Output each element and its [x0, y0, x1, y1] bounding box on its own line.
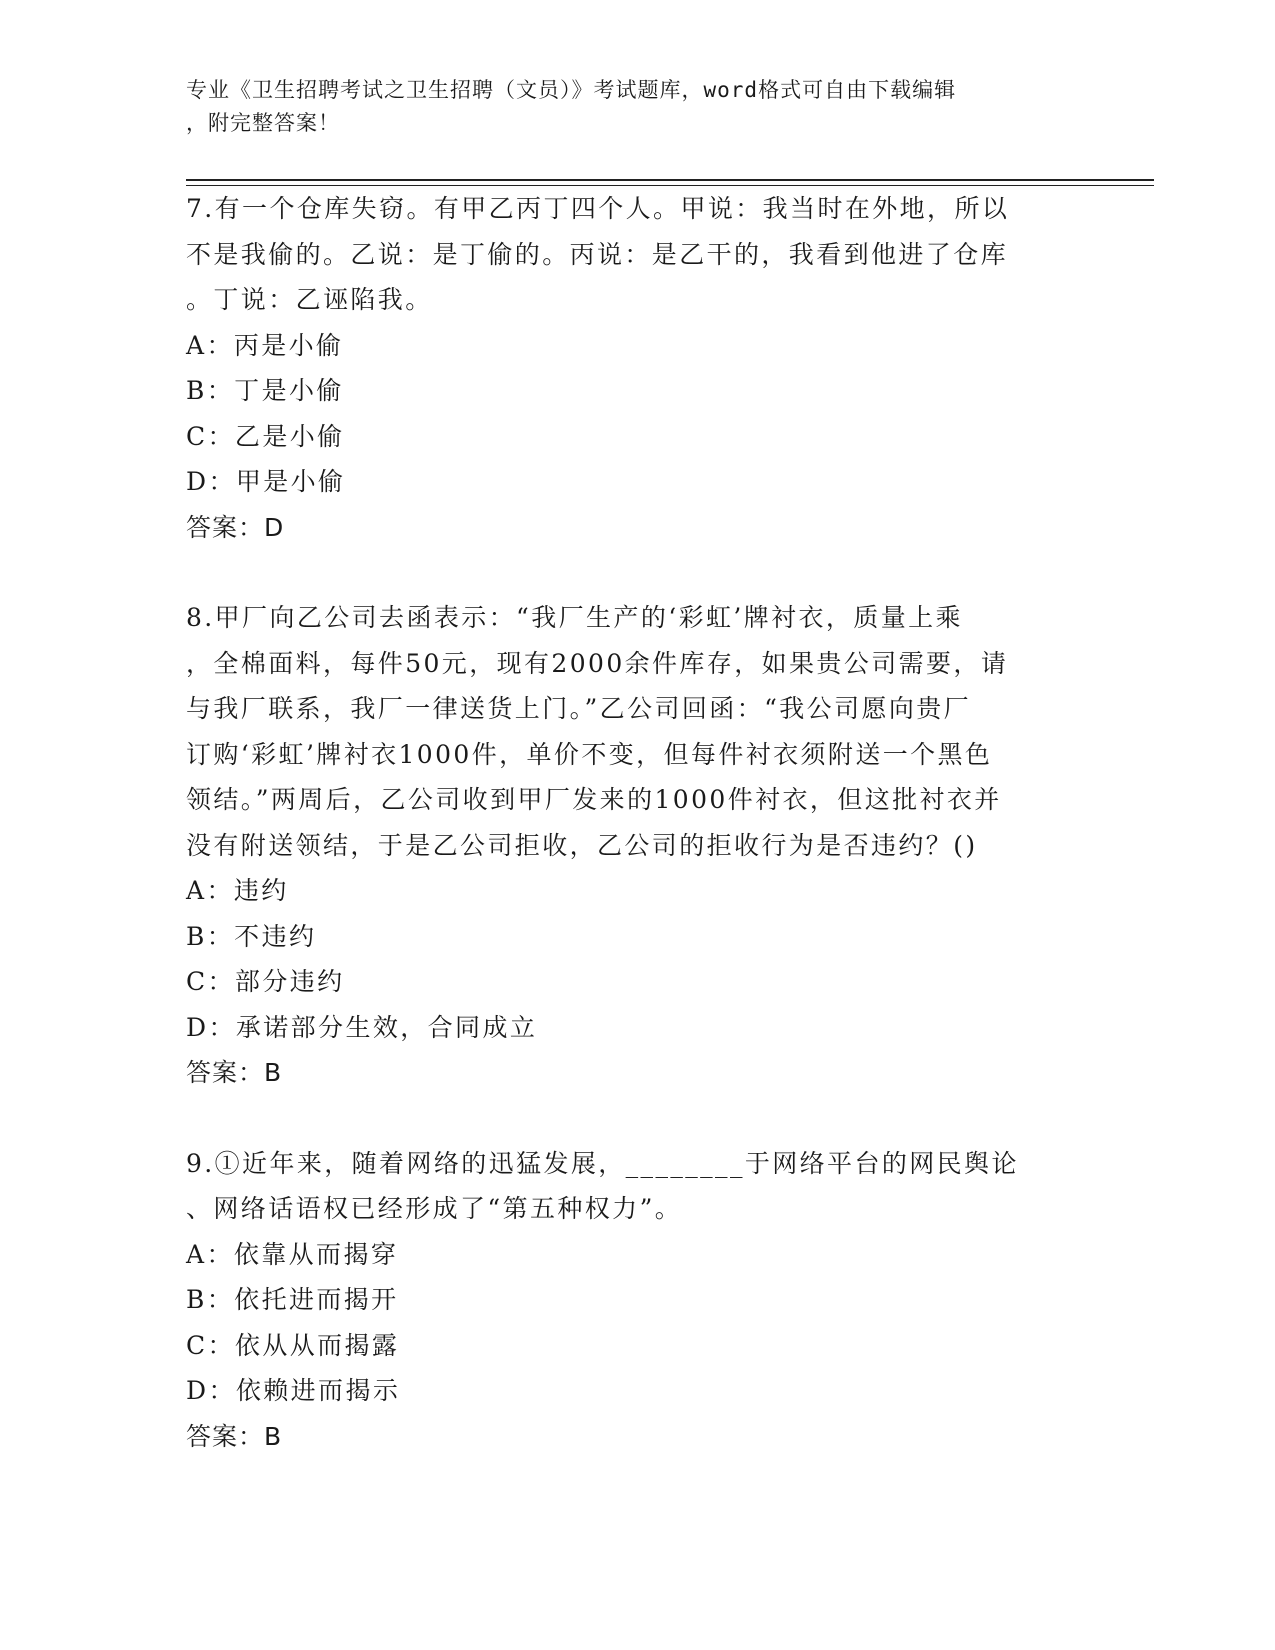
question-list — [186, 186, 1086, 1459]
stem-line: 8.甲厂向乙公司去函表示：“我厂生产的‘彩虹’牌衬衣，质量上乘 — [186, 603, 963, 632]
option-a: A：违约 — [186, 876, 289, 905]
stem-line: 、网络话语权已经形成了“第五种权力”。 — [186, 1194, 683, 1223]
option-c: C：乙是小偷 — [186, 421, 345, 451]
spacer — [186, 550, 1086, 595]
option-c: C：依从从而揭露 — [186, 1330, 400, 1360]
question-item — [186, 595, 1086, 1096]
stem-line: 9.①近年来，随着网络的迅猛发展，________于网络平台的网民舆论 — [186, 1148, 1019, 1178]
header-line-1: 专业《卫生招聘考试之卫生招聘（文员）》考试题库，word格式可自由下载编辑 — [186, 78, 957, 102]
stem-line: 7.有一个仓库失窃。有甲乙丙丁四个人。甲说：我当时在外地，所以 — [186, 194, 1010, 223]
stem-line: 领结。”两周后，乙公司收到甲厂发来的1000件衬衣，但这批衬衣并 — [186, 785, 1002, 814]
option-c: C：部分违约 — [186, 967, 345, 996]
header-divider-thick — [186, 179, 1154, 181]
stem-line: 不是我偷的。乙说：是丁偷的。丙说：是乙干的，我看到他进了仓库 — [186, 239, 1009, 269]
question-stem — [186, 1141, 1086, 1232]
stem-line: 与我厂联系，我厂一律送货上门。”乙公司回函：“我公司愿向贵厂 — [186, 694, 972, 723]
spacer — [186, 1096, 1086, 1141]
question-stem — [186, 595, 1086, 868]
answer-line: 答案：D — [186, 512, 285, 542]
document-header — [186, 74, 1046, 140]
option-b: B：丁是小偷 — [186, 376, 344, 405]
question-stem — [186, 186, 1086, 323]
option-a: A：丙是小偷 — [186, 330, 344, 360]
answer-line: 答案：B — [186, 1421, 283, 1451]
option-d: D：甲是小偷 — [186, 467, 346, 496]
option-a: A：依靠从而揭穿 — [186, 1239, 399, 1269]
stem-line: ，全棉面料，每件50元，现有2000余件库存，如果贵公司需要，请 — [186, 648, 1009, 678]
header-line-2: ，附完整答案！ — [186, 111, 340, 135]
option-b: B：依托进而揭开 — [186, 1285, 399, 1314]
stem-line: 。丁说：乙诬陷我。 — [186, 285, 433, 314]
stem-line: 订购‘彩虹’牌衬衣1000件，单价不变，但每件衬衣须附送一个黑色 — [186, 739, 993, 769]
question-item — [186, 1141, 1086, 1460]
question-item — [186, 186, 1086, 550]
option-b: B：不违约 — [186, 921, 317, 951]
option-d: D：依赖进而揭示 — [186, 1376, 401, 1405]
option-d: D：承诺部分生效，合同成立 — [186, 1012, 538, 1042]
answer-line: 答案：B — [186, 1058, 283, 1087]
stem-line: 没有附送领结，于是乙公司拒收，乙公司的拒收行为是否违约？() — [186, 830, 978, 860]
